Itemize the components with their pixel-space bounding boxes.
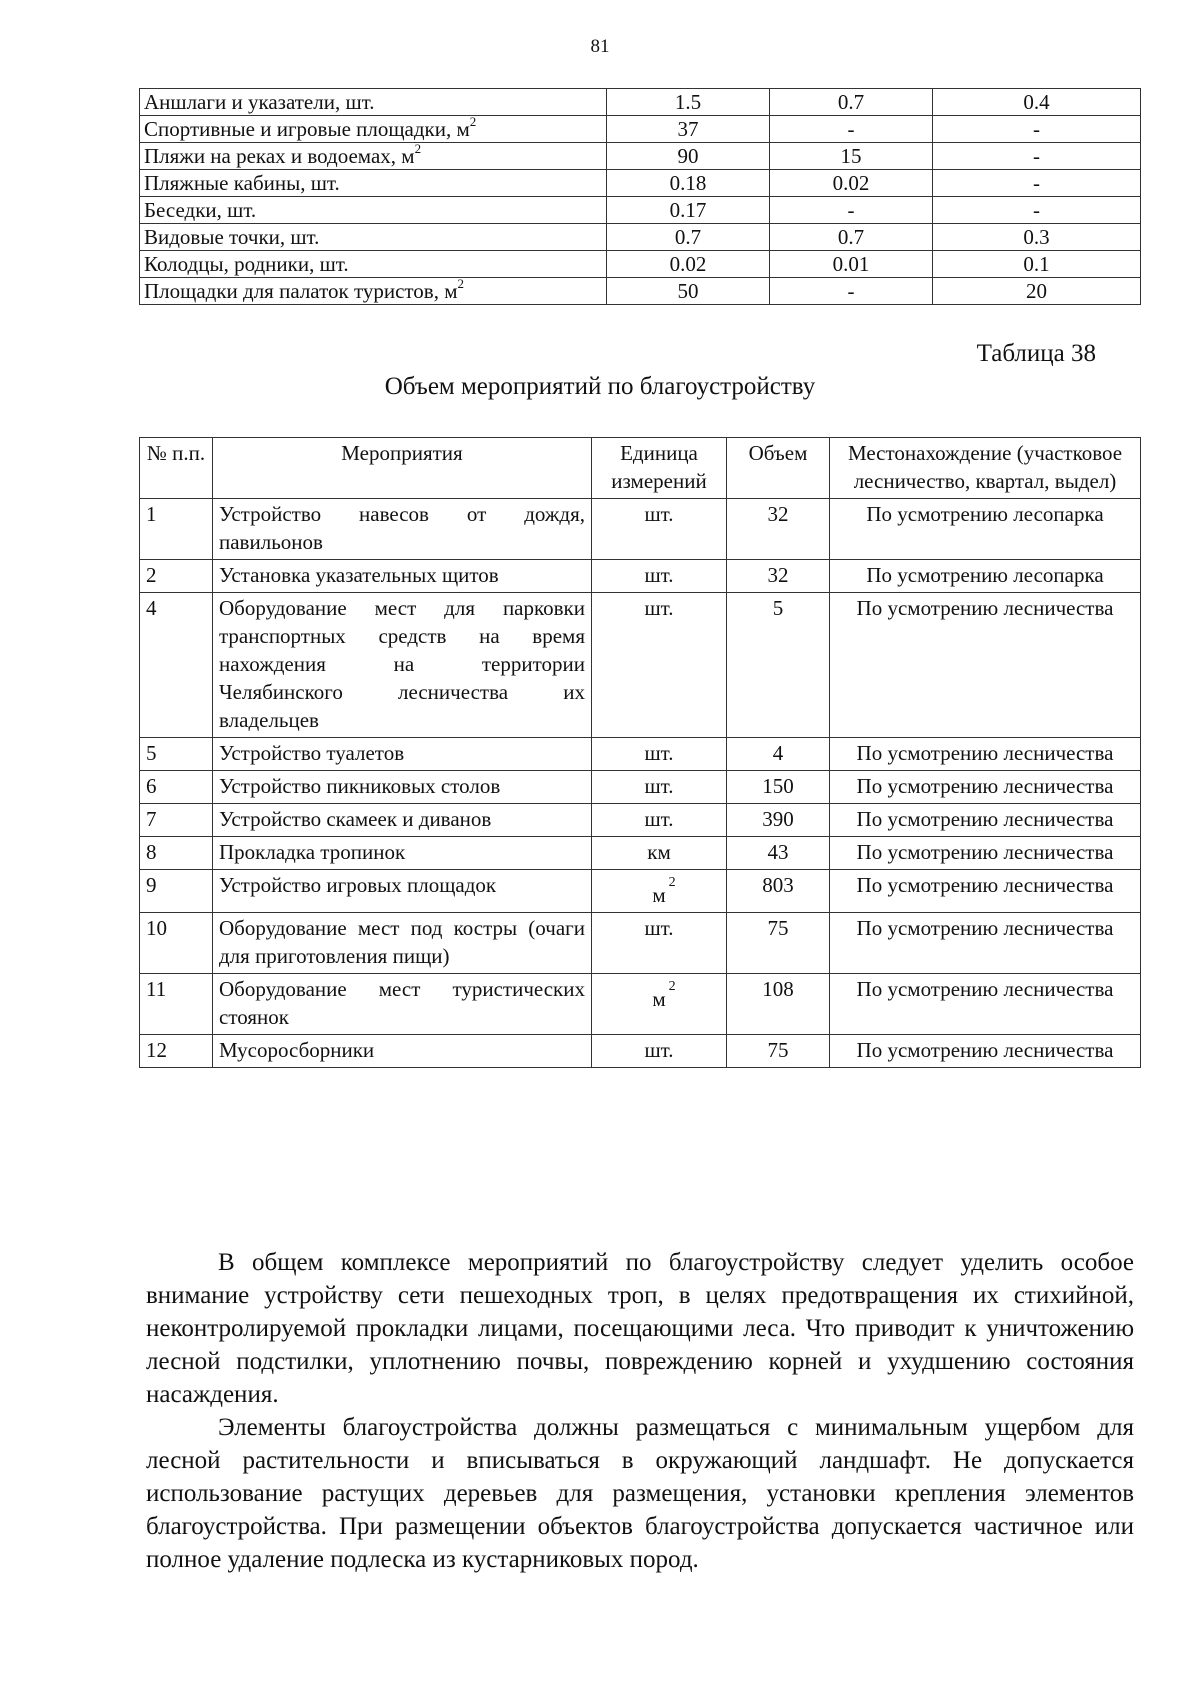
measure-name: Устройство туалетов (213, 738, 592, 771)
measure-unit: шт. (644, 774, 674, 798)
row-number: 11 (140, 974, 213, 1035)
unit-superscript: 2 (668, 875, 676, 890)
measure-unit-cell (592, 560, 727, 593)
table-row (140, 560, 1141, 593)
measure-name: Мусоросборники (213, 1035, 592, 1068)
measure-name: Прокладка тропинок (213, 837, 592, 870)
measure-volume: 108 (727, 974, 830, 1035)
table-row (140, 170, 1141, 197)
measure-name: Устройство игровых площадок (213, 870, 592, 913)
table-title: Объем мероприятий по благоустройству (384, 373, 816, 400)
norm-name: Площадки для палаток туристов, м (144, 279, 458, 303)
measure-volume: 32 (727, 560, 830, 593)
norm-value-3: - (933, 143, 1141, 170)
norm-value-2: - (770, 116, 933, 143)
row-number: 10 (140, 913, 213, 974)
norms-table-body (140, 89, 1141, 305)
measure-unit: шт. (644, 563, 674, 587)
measure-unit-cell (592, 499, 727, 560)
measure-volume: 803 (727, 870, 830, 913)
norm-value-2: 0.02 (770, 170, 933, 197)
table-row (140, 593, 1141, 738)
measure-location: По усмотрению лесничества (830, 837, 1141, 870)
header-unit: Единица измерений (592, 438, 727, 499)
row-number: 12 (140, 1035, 213, 1068)
measure-unit: шт. (644, 596, 674, 620)
square-meter-unit (652, 975, 676, 1013)
norm-value-2: - (770, 197, 933, 224)
norm-value-3: - (933, 197, 1141, 224)
norm-value-3: - (933, 116, 1141, 143)
measure-unit: км (647, 840, 671, 864)
measure-unit: шт. (644, 1038, 674, 1062)
norm-name: Пляжи на реках и водоемах, м (144, 144, 415, 168)
measure-location: По усмотрению лесничества (830, 870, 1141, 913)
measure-volume: 5 (727, 593, 830, 738)
measure-unit: шт. (644, 741, 674, 765)
norm-name-cell (140, 224, 607, 251)
table-row (140, 837, 1141, 870)
norm-value-2: 0.7 (770, 224, 933, 251)
row-number: 6 (140, 771, 213, 804)
table-row (140, 804, 1141, 837)
norm-name: Беседки, шт. (144, 198, 257, 222)
measure-unit-cell (592, 913, 727, 974)
table-row (140, 738, 1141, 771)
measure-volume: 4 (727, 738, 830, 771)
table-row (140, 89, 1141, 116)
norm-name: Пляжные кабины, шт. (144, 171, 340, 195)
table-row (140, 251, 1141, 278)
norm-name: Видовые точки, шт. (144, 225, 320, 249)
table-row (140, 224, 1141, 251)
row-number: 5 (140, 738, 213, 771)
norm-name-cell (140, 89, 607, 116)
measure-name: Устройство навесов от дождя, павильонов (213, 499, 592, 560)
norm-value-3: 20 (933, 278, 1141, 305)
row-number: 4 (140, 593, 213, 738)
measure-volume: 390 (727, 804, 830, 837)
table-row (140, 499, 1141, 560)
row-number: 8 (140, 837, 213, 870)
measure-unit: м (652, 987, 666, 1011)
unit-superscript: 2 (469, 114, 477, 129)
norm-value-1: 0.17 (607, 197, 770, 224)
measure-name: Оборудование мест туристических стоянок (213, 974, 592, 1035)
table-row (140, 913, 1141, 974)
header-name: Мероприятия (213, 438, 592, 499)
norm-value-2: 0.7 (770, 89, 933, 116)
measure-unit-cell (592, 870, 727, 913)
header-num: № п.п. (140, 438, 213, 499)
table-row (140, 974, 1141, 1035)
norm-value-1: 0.7 (607, 224, 770, 251)
measure-unit: м (652, 883, 666, 907)
norm-value-1: 37 (607, 116, 770, 143)
norm-value-3: 0.4 (933, 89, 1141, 116)
measure-unit-cell (592, 771, 727, 804)
measure-location: По усмотрению лесничества (830, 771, 1141, 804)
row-number: 7 (140, 804, 213, 837)
unit-superscript: 2 (414, 141, 422, 156)
header-location: Местонахождение (участковое лесничество, квартал, выдел) (830, 438, 1141, 499)
measure-location: По усмотрению лесничества (830, 974, 1141, 1035)
norm-name-cell (140, 116, 607, 143)
measure-location: По усмотрению лесничества (830, 738, 1141, 771)
measure-unit: шт. (644, 807, 674, 831)
norm-value-3: 0.3 (933, 224, 1141, 251)
table-row (140, 116, 1141, 143)
measure-volume: 32 (727, 499, 830, 560)
measure-name: Устройство скамеек и диванов (213, 804, 592, 837)
norms-table (139, 88, 1141, 305)
norm-value-3: - (933, 170, 1141, 197)
measure-location: По усмотрению лесничества (830, 913, 1141, 974)
row-number: 9 (140, 870, 213, 913)
improvement-measures-table-body (140, 499, 1141, 1068)
measure-location: По усмотрению лесопарка (830, 560, 1141, 593)
measure-unit-cell (592, 1035, 727, 1068)
table-row (140, 278, 1141, 305)
table-row (140, 143, 1141, 170)
norm-value-3: 0.1 (933, 251, 1141, 278)
norm-name-cell (140, 170, 607, 197)
measure-unit-cell (592, 593, 727, 738)
improvement-measures-table (139, 437, 1141, 1068)
measure-name: Установка указательных щитов (213, 560, 592, 593)
norm-name: Спортивные и игровые площадки, м (144, 117, 470, 141)
measure-location: По усмотрению лесничества (830, 804, 1141, 837)
measure-volume: 150 (727, 771, 830, 804)
measure-volume: 75 (727, 1035, 830, 1068)
norm-value-1: 1.5 (607, 89, 770, 116)
measure-name: Оборудование мест для парковки транспортных средств на время нахождения на территории Челябинского лесничества их владельцев (213, 593, 592, 738)
paragraph: Элементы благоустройства должны размещаться с минимальным ущербом для лесной растительности и вписываться в окружающий ландшафт. Не допускается использование растущих деревьев для размещения, установки крепления элементов благоустройства. При размещении объектов благоустройства допускается частичное или полное удаление подлеска из кустарниковых пород. (146, 1414, 1134, 1573)
norm-value-1: 0.02 (607, 251, 770, 278)
norm-name-cell (140, 251, 607, 278)
measure-unit-cell (592, 974, 727, 1035)
norm-value-2: 15 (770, 143, 933, 170)
measure-name: Устройство пикниковых столов (213, 771, 592, 804)
table-number: Таблица 38 (976, 340, 1096, 367)
norm-value-1: 0.18 (607, 170, 770, 197)
row-number: 1 (140, 499, 213, 560)
table-row (140, 870, 1141, 913)
norm-value-1: 50 (607, 278, 770, 305)
table-row (140, 1035, 1141, 1068)
square-meter-unit (652, 871, 676, 909)
norm-name: Колодцы, родники, шт. (144, 252, 349, 276)
measure-location: По усмотрению лесничества (830, 1035, 1141, 1068)
norm-value-2: - (770, 278, 933, 305)
measure-name: Оборудование мест под костры (очаги для приготовления пищи) (213, 913, 592, 974)
norm-name-cell (140, 197, 607, 224)
norm-value-1: 90 (607, 143, 770, 170)
table-row (140, 197, 1141, 224)
norm-name-cell (140, 143, 607, 170)
page-number: 81 (590, 36, 610, 57)
measure-volume: 43 (727, 837, 830, 870)
table-row (140, 771, 1141, 804)
measure-unit-cell (592, 738, 727, 771)
measure-unit-cell (592, 837, 727, 870)
unit-superscript: 2 (457, 276, 465, 291)
measure-location: По усмотрению лесничества (830, 593, 1141, 738)
measure-location: По усмотрению лесопарка (830, 499, 1141, 560)
measure-unit: шт. (644, 916, 674, 940)
body-text (146, 1246, 1134, 1576)
norm-name-cell (140, 278, 607, 305)
measure-volume: 75 (727, 913, 830, 974)
measure-unit: шт. (644, 502, 674, 526)
table-header-row (140, 438, 1141, 499)
norm-value-2: 0.01 (770, 251, 933, 278)
norm-name: Аншлаги и указатели, шт. (144, 90, 375, 114)
measure-unit-cell (592, 804, 727, 837)
row-number: 2 (140, 560, 213, 593)
paragraph: В общем комплексе мероприятий по благоустройству следует уделить особое внимание устройству сети пешеходных троп, в целях предотвращения их стихийной, неконтролируемой прокладки лицами, посещающими леса. Что приводит к уничтожению лесной подстилки, уплотнению почвы, повреждению корней и ухудшению состояния насаждения. (146, 1249, 1134, 1408)
unit-superscript: 2 (668, 979, 676, 994)
header-volume: Объем (727, 438, 830, 499)
